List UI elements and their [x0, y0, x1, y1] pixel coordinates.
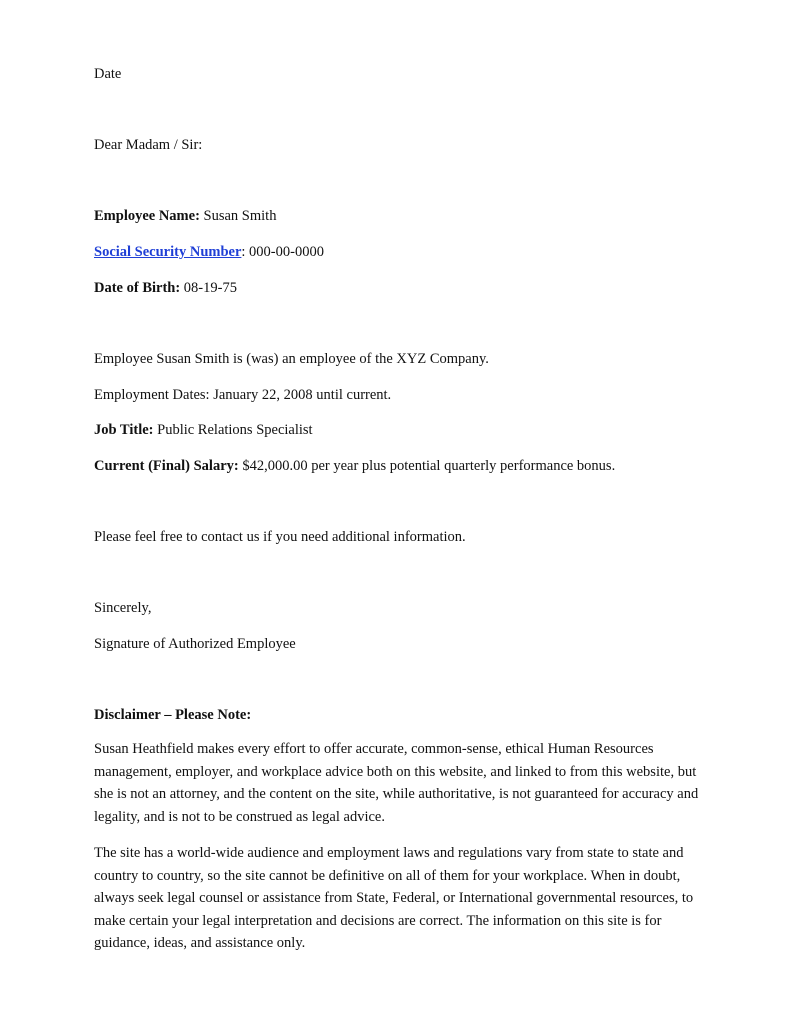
disclaimer-paragraph-1: Susan Heathfield makes every effort to offer accurate, common-sense, ethical Human Resources management, employer, and workplace advice both on this website, and linked to from this website, but she is not an attorney, and the content on the site, while authoritative, is not guaranteed for accuracy and legality, and is not to be construed as legal advice. [94, 741, 699, 825]
disclaimer-heading: Disclaimer – Please Note: [94, 707, 252, 723]
salary-row [94, 457, 615, 475]
signature-line: Signature of Authorized Employee [94, 636, 296, 652]
employee-name-row [94, 207, 276, 225]
salary-label: Current (Final) Salary: [94, 458, 239, 474]
employee-name-value: Susan Smith [199, 208, 277, 224]
closing: Sincerely, [94, 600, 152, 616]
ssn-row [94, 243, 324, 261]
job-title-row [94, 421, 313, 439]
date-line: Date [94, 66, 122, 82]
job-title-value: Public Relations Specialist [153, 422, 313, 438]
job-title-label: Job Title: [94, 422, 154, 438]
dob-value: 08-19-75 [180, 280, 237, 296]
salary-value: $42,000.00 per year plus potential quarterly performance bonus. [238, 458, 616, 474]
dob-label: Date of Birth: [94, 280, 181, 296]
disclaimer-paragraph-2: The site has a world-wide audience and employment laws and regulations vary from state to state and country to country, so the site cannot be definitive on all of them for your workplace. When in doubt, always seek legal counsel or assistance from State, Federal, or International governmental resources, to make certain your legal interpretation and decisions are correct. The information on this site is for guidance, ideas, and assistance only. [94, 845, 694, 951]
contact-line: Please feel free to contact us if you need additional information. [94, 529, 466, 545]
ssn-link[interactable]: Social Security Number [94, 244, 242, 260]
employee-name-label: Employee Name: [94, 208, 200, 224]
employment-dates: Employment Dates: January 22, 2008 until current. [94, 387, 392, 403]
dob-row [94, 279, 237, 297]
ssn-value: : 000-00-0000 [241, 244, 324, 260]
salutation: Dear Madam / Sir: [94, 137, 203, 153]
employment-statement: Employee Susan Smith is (was) an employee of the XYZ Company. [94, 351, 489, 367]
